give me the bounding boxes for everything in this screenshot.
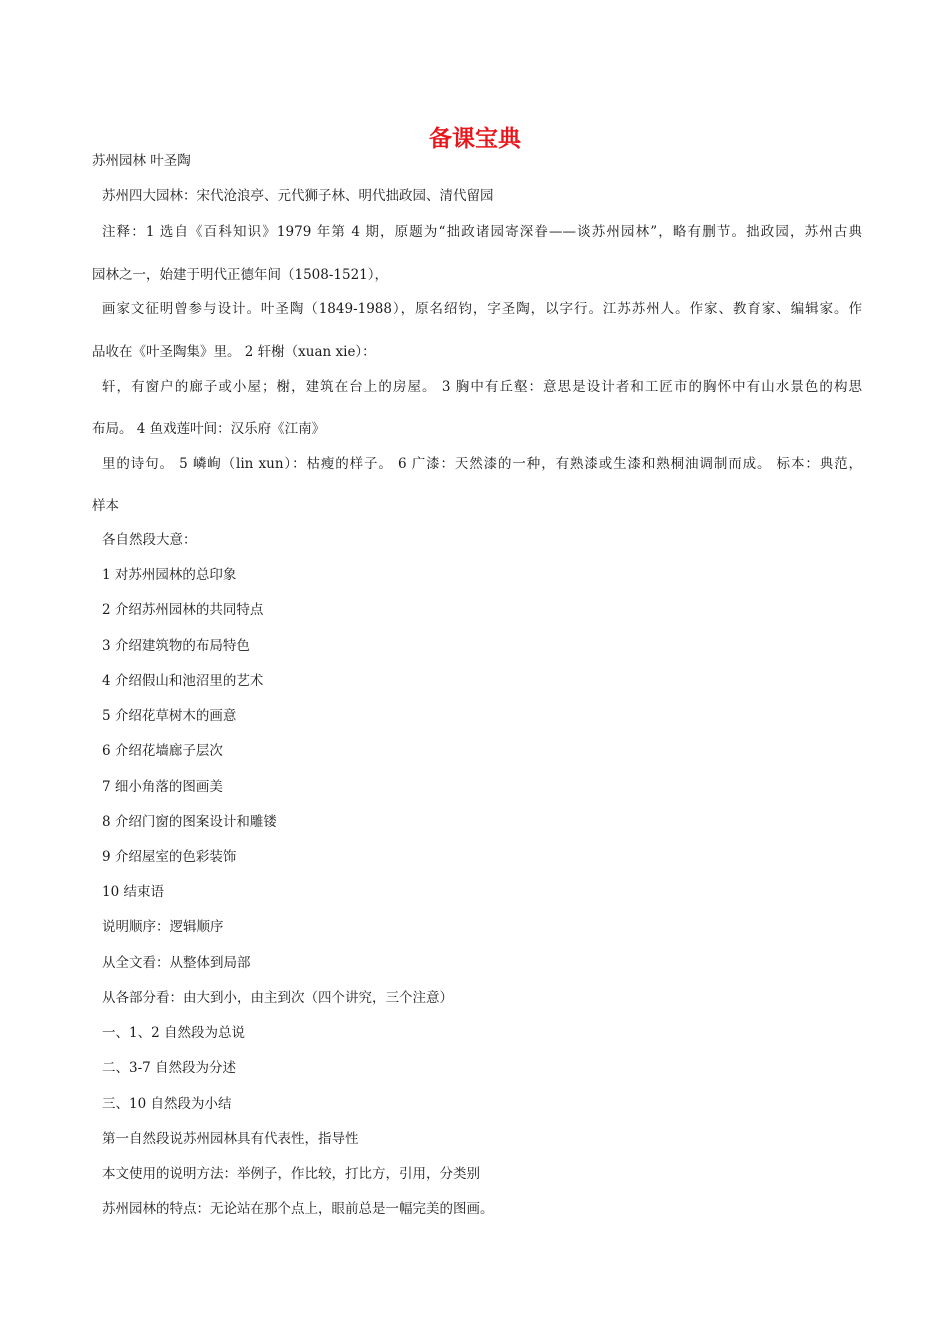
- paragraph-author-line1: 画家文征明曾参与设计。叶圣陶（1849-1988），原名绍钧，字圣陶，以字行。江苏苏州人。作家、教育家、编辑家。作: [102, 301, 862, 317]
- list-line: 第一自然段说苏州园林具有代表性，指导性: [102, 1131, 359, 1147]
- paragraph-terms-line1: 轩，有窗户的廊子或小屋；榭，建筑在台上的房屋。 3 胸中有丘壑：意思是设计者和工匠市的胸怀中有山水景色的构思: [102, 379, 862, 395]
- list-line: 3 介绍建筑物的布局特色: [102, 638, 250, 654]
- list-line: 9 介绍屋室的色彩装饰: [102, 849, 237, 865]
- list-line: 7 细小角落的图画美: [102, 779, 223, 795]
- list-line: 三、10 自然段为小结: [102, 1096, 232, 1112]
- paragraph-terms2-line1: 里的诗句。 5 嶙峋（lin xun）：枯瘦的样子。 6 广漆：天然漆的一种，有熟漆或生漆和熟桐油调制而成。 标本：典范，: [102, 456, 862, 472]
- list-line: 本文使用的说明方法：举例子，作比较，打比方，引用，分类别: [102, 1166, 480, 1182]
- list-line: 10 结束语: [102, 884, 164, 900]
- list-line: 苏州园林的特点：无论站在那个点上，眼前总是一幅完美的图画。: [102, 1201, 494, 1217]
- list-line: 说明顺序：逻辑顺序: [102, 919, 224, 935]
- list-line: 从各部分看：由大到小，由主到次（四个讲究，三个注意）: [102, 990, 453, 1006]
- list-line: 5 介绍花草树木的画意: [102, 708, 237, 724]
- list-line: 4 介绍假山和池沼里的艺术: [102, 673, 264, 689]
- list-line: 6 介绍花墙廊子层次: [102, 743, 223, 759]
- paragraph-author-line2: 品收在《叶圣陶集》里。 2 轩榭（xuan xie）：: [92, 344, 376, 360]
- paragraph-notes-line1: 注释：1 选自《百科知识》1979 年第 4 期，原题为“拙政诸园寄深眷——谈苏州园林”，略有删节。拙政园，苏州古典: [102, 224, 862, 240]
- paragraph-terms-line2: 布局。 4 鱼戏莲叶间：汉乐府《江南》: [92, 421, 326, 437]
- list-line: 1 对苏州园林的总印象: [102, 567, 237, 583]
- paragraph-notes-line2: 园林之一，始建于明代正德年间（1508-1521），: [92, 267, 389, 283]
- list-line: 从全文看：从整体到局部: [102, 955, 251, 971]
- list-line: 一、1、2 自然段为总说: [102, 1025, 245, 1041]
- document-title: 备课宝典: [429, 126, 521, 152]
- list-line: 2 介绍苏州园林的共同特点: [102, 602, 264, 618]
- list-line: 8 介绍门窗的图案设计和雕镂: [102, 814, 277, 830]
- list-line: 二、3-7 自然段为分述: [102, 1060, 237, 1076]
- subtitle-author: 苏州园林 叶圣陶: [92, 153, 191, 169]
- list-line: 各自然段大意：: [102, 532, 197, 548]
- paragraph-four-gardens: 苏州四大园林：宋代沧浪亭、元代狮子林、明代拙政园、清代留园: [102, 188, 494, 204]
- paragraph-terms2-line2: 样本: [92, 498, 119, 514]
